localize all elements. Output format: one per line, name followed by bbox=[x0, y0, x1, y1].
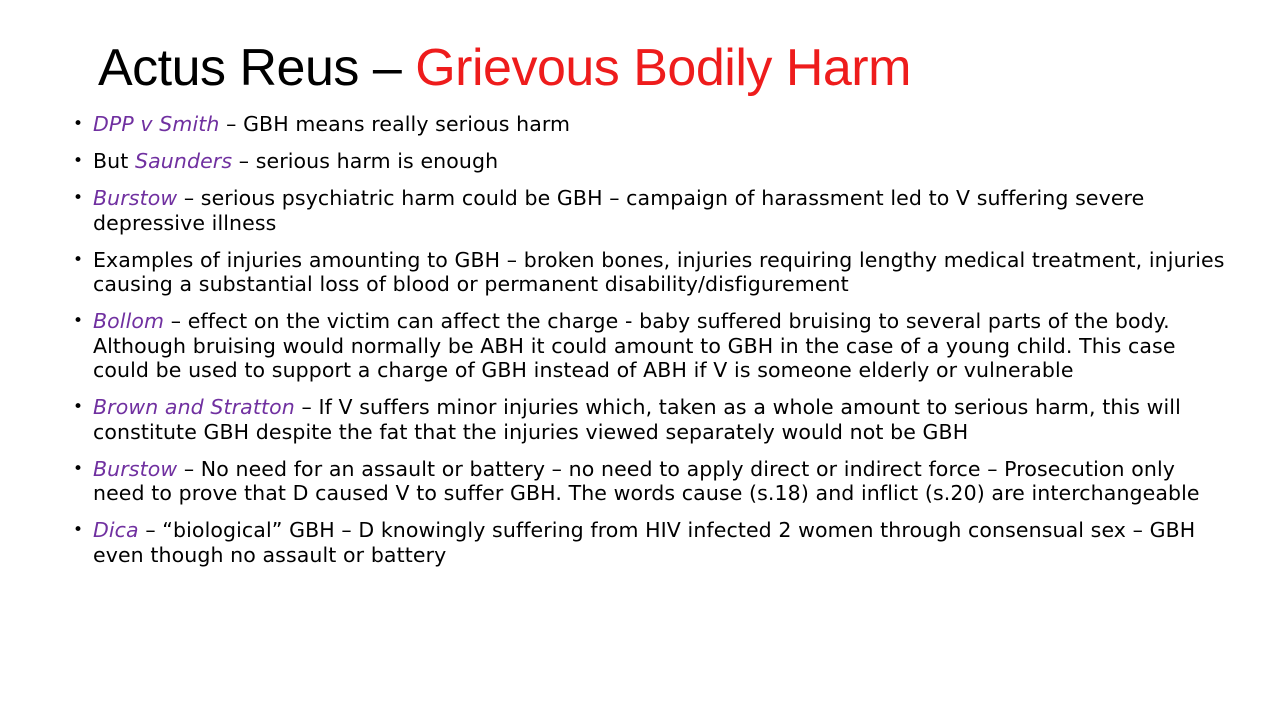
case-name: Brown and Stratton bbox=[93, 395, 295, 419]
bullet-item bbox=[73, 309, 1233, 383]
case-name: Burstow bbox=[93, 186, 178, 210]
bullet-dot-icon: • bbox=[73, 397, 84, 417]
bullet-item bbox=[73, 457, 1233, 506]
case-name: Saunders bbox=[135, 149, 233, 173]
bullet-text: – serious psychiatric harm could be GBH – campaign of harassment led to V suffering severe depressive illness bbox=[93, 186, 1145, 235]
bullet-dot-icon: • bbox=[73, 458, 84, 479]
bullet-item bbox=[73, 248, 1233, 297]
bullet-text: – “biological” GBH – D knowingly suffering from HIV infected 2 women through consensual sex – GBH even though no assault or battery bbox=[93, 518, 1196, 567]
case-name: Dica bbox=[93, 518, 139, 542]
case-name: Bollom bbox=[93, 309, 165, 333]
bullet-lead: But bbox=[93, 149, 136, 173]
bullet-list bbox=[73, 112, 1233, 580]
bullet-item bbox=[73, 112, 1233, 137]
case-name: Burstow bbox=[93, 456, 178, 481]
bullet-item bbox=[73, 518, 1233, 567]
title-prefix: Actus Reus – bbox=[98, 39, 416, 97]
bullet-text: – serious harm is enough bbox=[232, 149, 499, 173]
title-accent: Grievous Bodily Harm bbox=[415, 39, 911, 97]
bullet-dot-icon: • bbox=[73, 311, 84, 331]
case-name: DPP v Smith bbox=[93, 112, 220, 136]
bullet-dot-icon: • bbox=[73, 249, 84, 270]
bullet-dot-icon: • bbox=[73, 188, 84, 208]
bullet-dot-icon: • bbox=[73, 151, 84, 171]
bullet-item bbox=[73, 186, 1233, 235]
bullet-text: – GBH means really serious harm bbox=[219, 112, 571, 136]
bullet-text: – No need for an assault or battery – no need to apply direct or indirect force – Prosecution only need to prove that D caused V to suffer GBH. The words cause (s.18) and inflict (s.20) are interchangeable bbox=[93, 456, 1200, 505]
bullet-text: – If V suffers minor injuries which, taken as a whole amount to serious harm, this will constitute GBH despite the fat that the injuries viewed separately would not be GBH bbox=[93, 395, 1181, 444]
bullet-item bbox=[73, 149, 1233, 174]
bullet-dot-icon: • bbox=[73, 520, 84, 540]
bullet-item bbox=[73, 395, 1233, 444]
bullet-text: – effect on the victim can affect the charge - baby suffered bruising to several parts of the body. Although bruising would normally be ABH it could amount to GBH in the case of a young child. This case could be used to support a charge of GBH instead of ABH if V is someone elderly or vulnerable bbox=[93, 309, 1176, 382]
slide-title bbox=[98, 36, 911, 100]
bullet-text: Examples of injuries amounting to GBH – broken bones, injuries requiring lengthy medical treatment, injuries causing a substantial loss of blood or permanent disability/disfigurement bbox=[93, 247, 1225, 296]
bullet-dot-icon: • bbox=[73, 114, 84, 134]
